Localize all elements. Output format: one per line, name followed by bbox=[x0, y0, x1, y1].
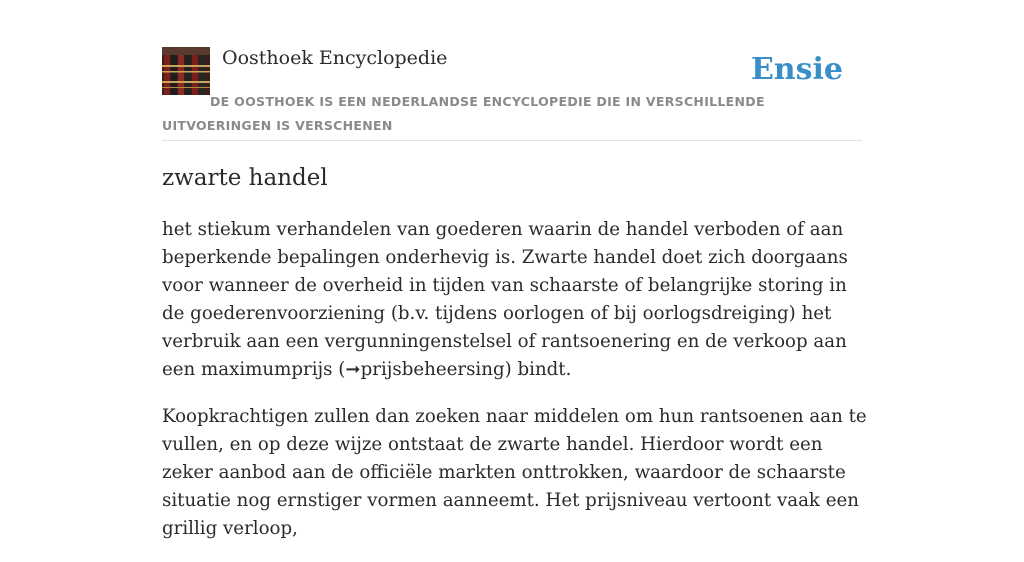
article-body bbox=[162, 216, 867, 562]
paragraph: het stiekum verhandelen van goederen waarin de handel verboden of aan beperkende bepalingen onderhevig is. Zwarte handel doet zich doorgaans voor wanneer de overheid in tijden van schaarste of belangrijke storing in de goederenvoorziening (b.v. tijdens oorlogen of bij oorlogsdreiging) het verbruik aan een vergunningenstelsel of rantsoenering en de verkoop aan een maximumprijs (➞prijsbeheersing) bindt. bbox=[162, 219, 848, 380]
brand-logo[interactable]: Ensie bbox=[750, 52, 843, 87]
page-title: zwarte handel bbox=[162, 165, 328, 191]
site-header bbox=[162, 46, 862, 141]
site-tagline: DE OOSTHOEK IS EEN NEDERLANDSE ENCYCLOPEDIE DIE IN VERSCHILLENDE UITVOERINGEN IS VERSCHENEN bbox=[162, 94, 765, 133]
book-spines-icon[interactable] bbox=[162, 47, 210, 95]
paragraph: Koopkrachtigen zullen dan zoeken naar middelen om hun rantsoenen aan te vullen, en op deze wijze ontstaat de zwarte handel. Hierdoor wordt een zeker aanbod aan de officiële markten onttrokken, waardoor de schaarste situatie nog ernstiger vormen aanneemt. Het prijsniveau vertoont vaak een grillig verloop, bbox=[162, 406, 867, 539]
site-name[interactable]: Oosthoek Encyclopedie bbox=[222, 47, 448, 69]
